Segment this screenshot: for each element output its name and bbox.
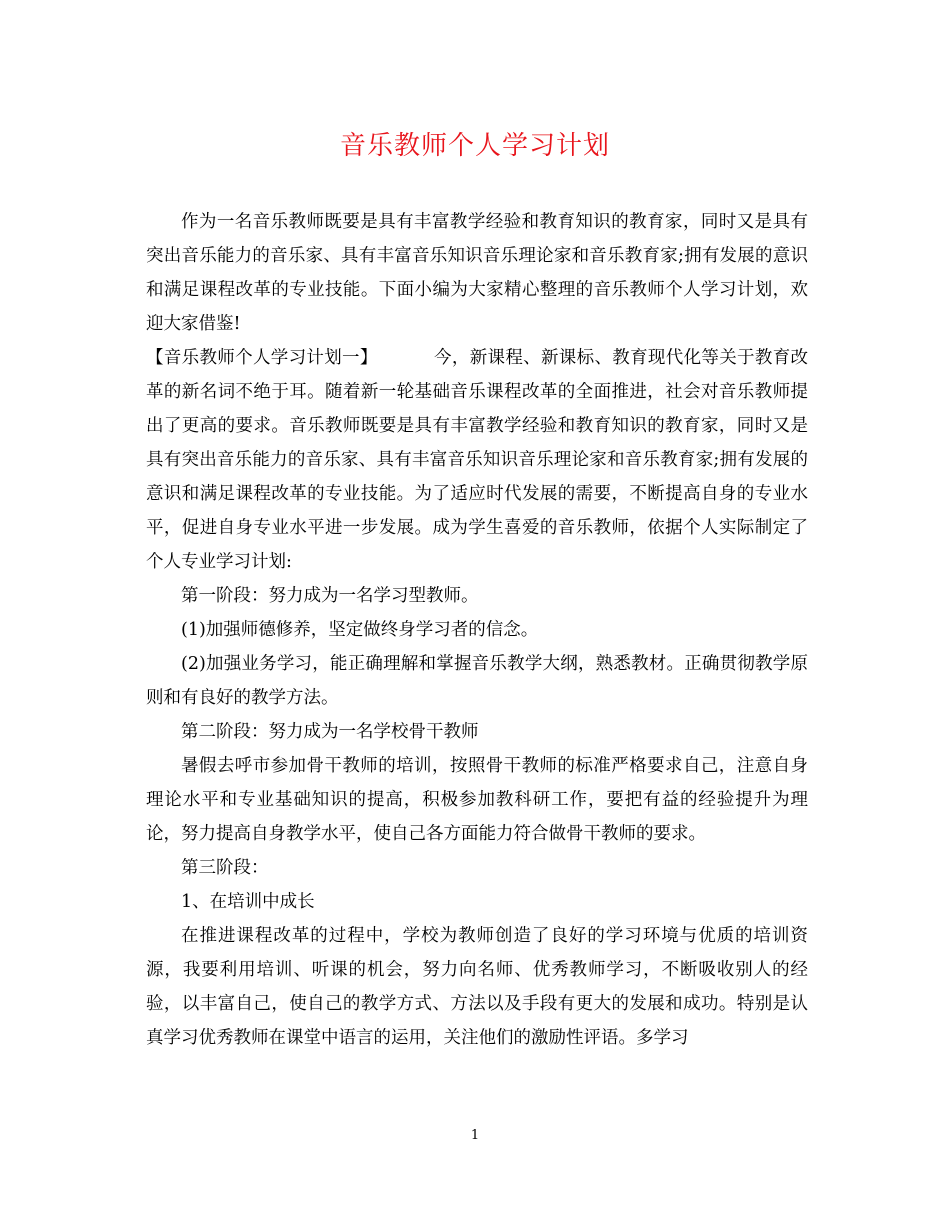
stage-three-text: 在推进课程改革的过程中，学校为教师创造了良好的学习环境与优质的培训资源，我要利用培训、听课的机会，努力向名师、优秀教师学习，不断吸收别人的经验，以丰富自己，使自己的教学方式、方法以及手段有更大的发展和成功。特别是认真学习优秀教师在课堂中语言的运用，关注他们的激励性评语。多学习: [146, 926, 808, 1048]
intro-paragraph: 作为一名音乐教师既要是具有丰富教学经验和教育知识的教育家，同时又是具有突出音乐能力的音乐家、具有丰富音乐知识音乐理论家和音乐教育家;拥有发展的意识和满足课程改革的专业技能。下面小编为大家精心整理的音乐教师个人学习计划，欢迎大家借鉴!: [146, 212, 808, 334]
stage-one-item-2: (2)加强业务学习，能正确理解和掌握音乐教学大纲，熟悉教材。正确贯彻教学原则和有良好的教学方法。: [146, 654, 808, 708]
section-paragraph: [146, 341, 808, 579]
stage-one-item-1: (1)加强师德修养，坚定做终身学习者的信念。: [181, 620, 539, 640]
stage-three-subheading: 1、在培训中成长: [181, 892, 315, 912]
stage-two-heading: 第二阶段：努力成为一名学校骨干教师: [181, 722, 479, 742]
section-heading: 【音乐教师个人学习计划一】: [146, 348, 378, 368]
page-number: 1: [470, 1128, 480, 1143]
stage-three-heading: 第三阶段：: [181, 858, 269, 878]
document-title: 音乐教师个人学习计划: [339, 131, 610, 161]
stage-two-text: 暑假去呼市参加骨干教师的培训，按照骨干教师的标准严格要求自己，注意自身理论水平和专业基础知识的提高，积极参加教科研工作，要把有益的经验提升为理论，努力提高自身教学水平，使自己各方面能力符合做骨干教师的要求。: [146, 756, 808, 844]
document-body: [146, 205, 808, 1055]
stage-one-heading: 第一阶段：努力成为一名学习型教师。: [181, 586, 479, 606]
section-text: 今，新课程、新课标、教育现代化等关于教育改革的新名词不绝于耳。随着新一轮基础音乐课程改革的全面推进，社会对音乐教师提出了更高的要求。音乐教师既要是具有丰富教学经验和教育知识的教育家，同时又是具有突出音乐能力的音乐家、具有丰富音乐知识音乐理论家和音乐教育家;拥有发展的意识和满足课程改革的专业技能。为了适应时代发展的需要，不断提高自身的专业水平，促进自身专业水平进一步发展。成为学生喜爱的音乐教师，依据个人实际制定了个人专业学习计划:: [146, 348, 809, 572]
